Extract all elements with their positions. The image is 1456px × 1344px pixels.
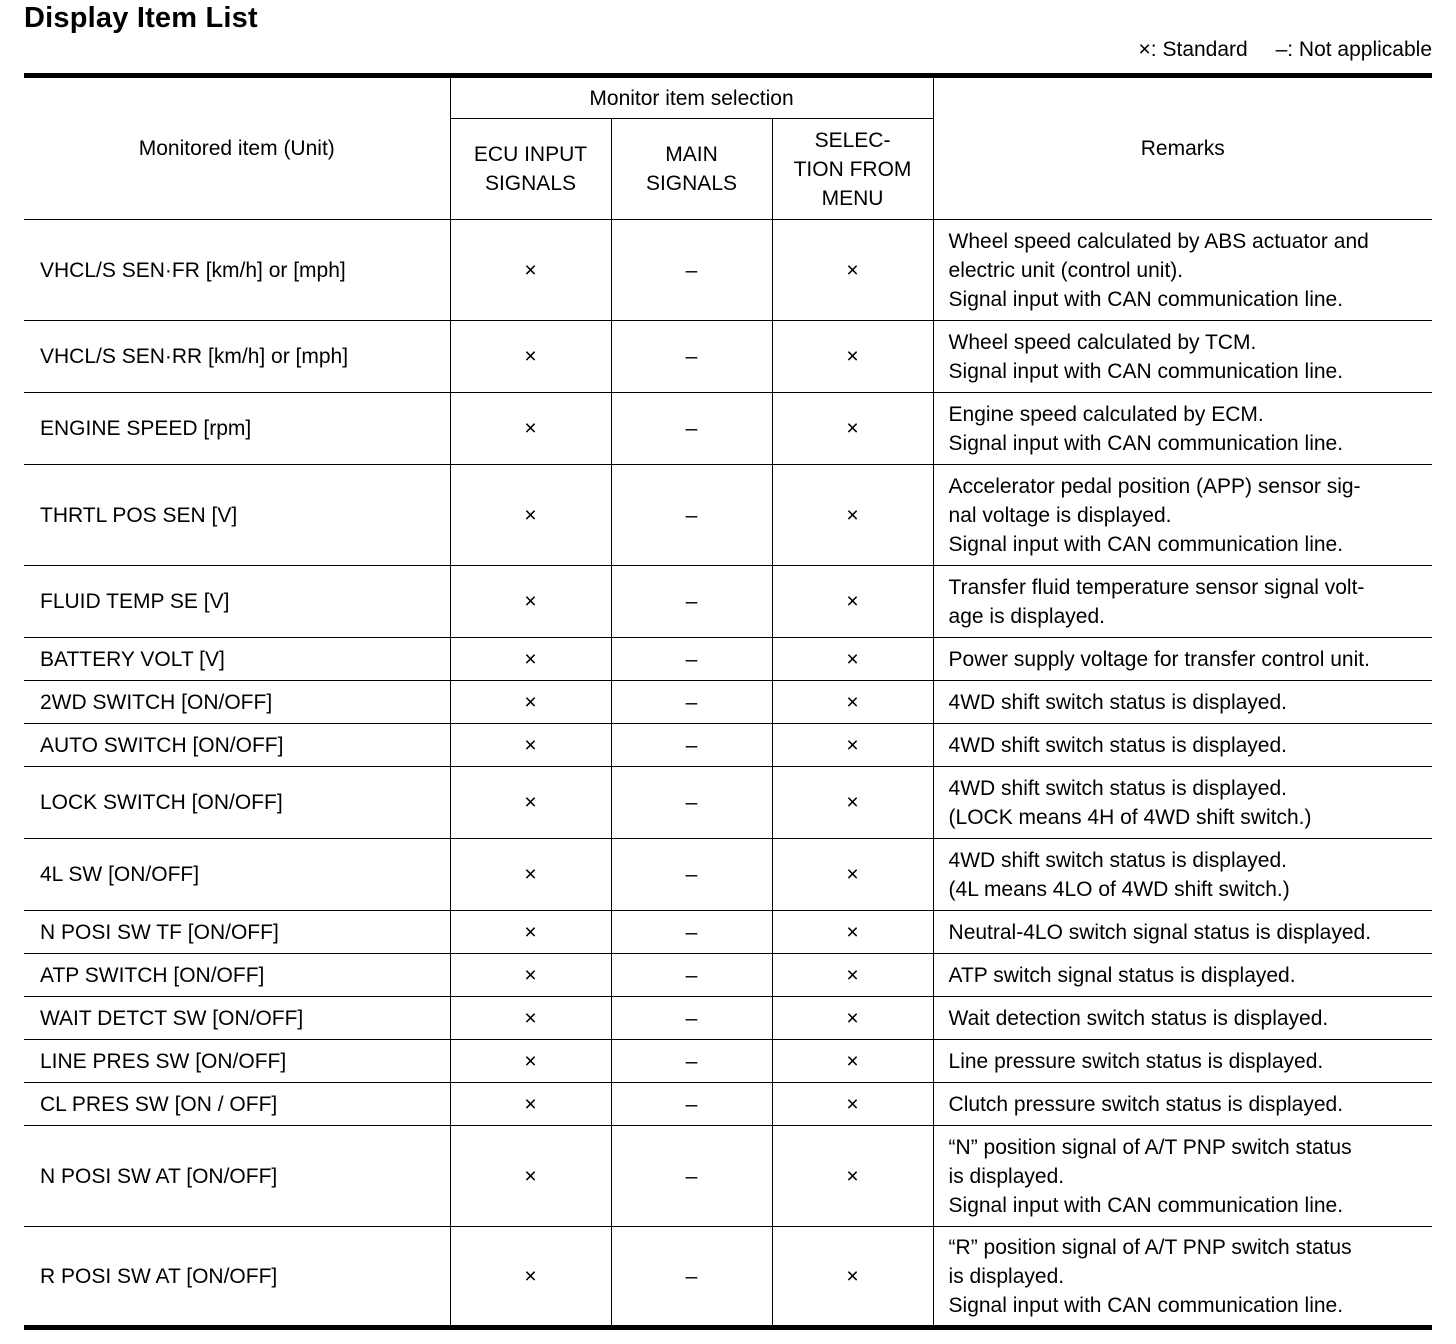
main-signals-mark: –: [611, 220, 772, 321]
selection-menu-mark: ×: [772, 1040, 933, 1083]
remarks-cell: [933, 638, 1432, 681]
main-signals-mark: –: [611, 566, 772, 638]
remarks-line: Wheel speed calculated by TCM.: [948, 330, 1257, 354]
table-row: [24, 954, 1432, 997]
remarks-line: Wheel speed calculated by ABS actuator and: [948, 229, 1369, 253]
ecu-input-mark: ×: [450, 767, 611, 839]
monitored-item-cell: ATP SWITCH [ON/OFF]: [24, 954, 450, 997]
remarks-line: Signal input with CAN communication line.: [948, 1293, 1344, 1317]
remarks-line: “R” position signal of A/T PNP switch status: [948, 1235, 1352, 1259]
remarks-line: Power supply voltage for transfer control unit.: [948, 647, 1370, 671]
monitored-item-cell: VHCL/S SEN·FR [km/h] or [mph]: [24, 220, 450, 321]
table-row: [24, 393, 1432, 465]
remarks-line: Wait detection switch status is displayed.: [948, 1006, 1329, 1030]
ecu-input-mark: ×: [450, 1040, 611, 1083]
selection-menu-mark: ×: [772, 638, 933, 681]
ecu-input-mark: ×: [450, 465, 611, 566]
selection-menu-mark: ×: [772, 566, 933, 638]
page-title: Display Item List: [24, 2, 258, 34]
remarks-line: 4WD shift switch status is displayed.: [948, 848, 1287, 872]
table-row: [24, 1040, 1432, 1083]
main-signals-mark: –: [611, 724, 772, 767]
monitored-item-cell: N POSI SW TF [ON/OFF]: [24, 911, 450, 954]
selection-menu-mark: ×: [772, 1227, 933, 1328]
remarks-line: (LOCK means 4H of 4WD shift switch.): [948, 805, 1312, 829]
remarks-cell: [933, 1040, 1432, 1083]
main-signals-mark: –: [611, 911, 772, 954]
ecu-input-mark: ×: [450, 220, 611, 321]
remarks-line: Signal input with CAN communication line.: [948, 532, 1344, 556]
ecu-input-mark: ×: [450, 839, 611, 911]
monitored-item-cell: WAIT DETCT SW [ON/OFF]: [24, 997, 450, 1040]
main-signals-mark: –: [611, 465, 772, 566]
main-signals-mark: –: [611, 839, 772, 911]
monitored-item-cell: ENGINE SPEED [rpm]: [24, 393, 450, 465]
selection-menu-mark: ×: [772, 681, 933, 724]
remarks-cell: [933, 954, 1432, 997]
selection-menu-mark: ×: [772, 393, 933, 465]
remarks-line: 4WD shift switch status is displayed.: [948, 733, 1287, 757]
table-row: [24, 767, 1432, 839]
remarks-line: Line pressure switch status is displayed.: [948, 1049, 1324, 1073]
ecu-input-mark: ×: [450, 638, 611, 681]
ecu-input-mark: ×: [450, 911, 611, 954]
monitored-item-cell: 4L SW [ON/OFF]: [24, 839, 450, 911]
remarks-line: 4WD shift switch status is displayed.: [948, 690, 1287, 714]
monitored-item-cell: BATTERY VOLT [V]: [24, 638, 450, 681]
remarks-line: Signal input with CAN communication line.: [948, 1193, 1344, 1217]
selection-menu-mark: ×: [772, 1126, 933, 1227]
table-row: [24, 1126, 1432, 1227]
main-signals-mark: –: [611, 638, 772, 681]
legend: [1139, 38, 1432, 62]
selection-menu-mark: ×: [772, 220, 933, 321]
ecu-input-mark: ×: [450, 681, 611, 724]
table-row: [24, 321, 1432, 393]
remarks-line: is displayed.: [948, 1164, 1065, 1188]
header-monitor-item-selection: Monitor item selection: [450, 76, 933, 119]
monitored-item-cell: N POSI SW AT [ON/OFF]: [24, 1126, 450, 1227]
remarks-cell: [933, 220, 1432, 321]
display-item-table: [24, 73, 1432, 1330]
monitored-item-cell: VHCL/S SEN·RR [km/h] or [mph]: [24, 321, 450, 393]
ecu-input-mark: ×: [450, 1227, 611, 1328]
monitored-item-cell: CL PRES SW [ON / OFF]: [24, 1083, 450, 1126]
main-signals-mark: –: [611, 1040, 772, 1083]
remarks-line: nal voltage is displayed.: [948, 503, 1172, 527]
selection-menu-mark: ×: [772, 1083, 933, 1126]
legend-not-applicable: –: Not applicable: [1275, 38, 1432, 61]
header-remarks: Remarks: [933, 76, 1432, 220]
remarks-line: Signal input with CAN communication line.: [948, 287, 1344, 311]
remarks-cell: [933, 681, 1432, 724]
ecu-input-mark: ×: [450, 724, 611, 767]
selection-menu-mark: ×: [772, 911, 933, 954]
monitored-item-cell: R POSI SW AT [ON/OFF]: [24, 1227, 450, 1328]
monitored-item-cell: 2WD SWITCH [ON/OFF]: [24, 681, 450, 724]
main-signals-mark: –: [611, 1227, 772, 1328]
table-row: [24, 1083, 1432, 1126]
remarks-cell: [933, 1083, 1432, 1126]
ecu-input-mark: ×: [450, 566, 611, 638]
remarks-line: “N” position signal of A/T PNP switch status: [948, 1135, 1352, 1159]
table-row: [24, 997, 1432, 1040]
remarks-line: Clutch pressure switch status is displayed.: [948, 1092, 1344, 1116]
table-row: [24, 465, 1432, 566]
header-monitored-item: Monitored item (Unit): [24, 76, 450, 220]
main-signals-mark: –: [611, 1126, 772, 1227]
ecu-input-mark: ×: [450, 321, 611, 393]
remarks-line: (4L means 4LO of 4WD shift switch.): [948, 877, 1290, 901]
table-row: [24, 566, 1432, 638]
remarks-line: Signal input with CAN communication line.: [948, 359, 1344, 383]
monitored-item-cell: THRTL POS SEN [V]: [24, 465, 450, 566]
table-row: [24, 638, 1432, 681]
monitored-item-cell: LOCK SWITCH [ON/OFF]: [24, 767, 450, 839]
remarks-cell: [933, 997, 1432, 1040]
header-ecu-input-signals: ECU INPUT SIGNALS: [450, 119, 611, 220]
remarks-line: Neutral-4LO switch signal status is displayed.: [948, 920, 1372, 944]
selection-menu-mark: ×: [772, 465, 933, 566]
remarks-line: 4WD shift switch status is displayed.: [948, 776, 1287, 800]
ecu-input-mark: ×: [450, 1083, 611, 1126]
selection-menu-mark: ×: [772, 839, 933, 911]
ecu-input-mark: ×: [450, 954, 611, 997]
monitored-item-cell: LINE PRES SW [ON/OFF]: [24, 1040, 450, 1083]
remarks-cell: [933, 465, 1432, 566]
table-row: [24, 681, 1432, 724]
table-row: [24, 1227, 1432, 1328]
legend-standard: ×: Standard: [1138, 38, 1248, 61]
remarks-line: electric unit (control unit).: [948, 258, 1184, 282]
selection-menu-mark: ×: [772, 321, 933, 393]
main-signals-mark: –: [611, 997, 772, 1040]
remarks-cell: [933, 767, 1432, 839]
main-signals-mark: –: [611, 954, 772, 997]
main-signals-mark: –: [611, 681, 772, 724]
remarks-line: Transfer fluid temperature sensor signal volt-: [948, 575, 1365, 599]
remarks-cell: [933, 393, 1432, 465]
header-selection-from-menu: SELEC- TION FROM MENU: [772, 119, 933, 220]
main-signals-mark: –: [611, 767, 772, 839]
remarks-line: Signal input with CAN communication line.: [948, 431, 1344, 455]
main-signals-mark: –: [611, 1083, 772, 1126]
header-main-signals: MAIN SIGNALS: [611, 119, 772, 220]
remarks-cell: [933, 1126, 1432, 1227]
remarks-line: is displayed.: [948, 1264, 1065, 1288]
remarks-cell: [933, 911, 1432, 954]
selection-menu-mark: ×: [772, 997, 933, 1040]
monitored-item-cell: AUTO SWITCH [ON/OFF]: [24, 724, 450, 767]
selection-menu-mark: ×: [772, 954, 933, 997]
table-row: [24, 839, 1432, 911]
remarks-cell: [933, 724, 1432, 767]
remarks-cell: [933, 839, 1432, 911]
ecu-input-mark: ×: [450, 1126, 611, 1227]
remarks-line: Engine speed calculated by ECM.: [948, 402, 1264, 426]
remarks-cell: [933, 566, 1432, 638]
remarks-line: age is displayed.: [948, 604, 1105, 628]
table-row: [24, 724, 1432, 767]
main-signals-mark: –: [611, 393, 772, 465]
ecu-input-mark: ×: [450, 997, 611, 1040]
selection-menu-mark: ×: [772, 767, 933, 839]
remarks-cell: [933, 321, 1432, 393]
table-row: [24, 220, 1432, 321]
table-row: [24, 911, 1432, 954]
ecu-input-mark: ×: [450, 393, 611, 465]
remarks-line: Accelerator pedal position (APP) sensor sig-: [948, 474, 1361, 498]
remarks-cell: [933, 1227, 1432, 1328]
selection-menu-mark: ×: [772, 724, 933, 767]
remarks-line: ATP switch signal status is displayed.: [948, 963, 1296, 987]
main-signals-mark: –: [611, 321, 772, 393]
monitored-item-cell: FLUID TEMP SE [V]: [24, 566, 450, 638]
